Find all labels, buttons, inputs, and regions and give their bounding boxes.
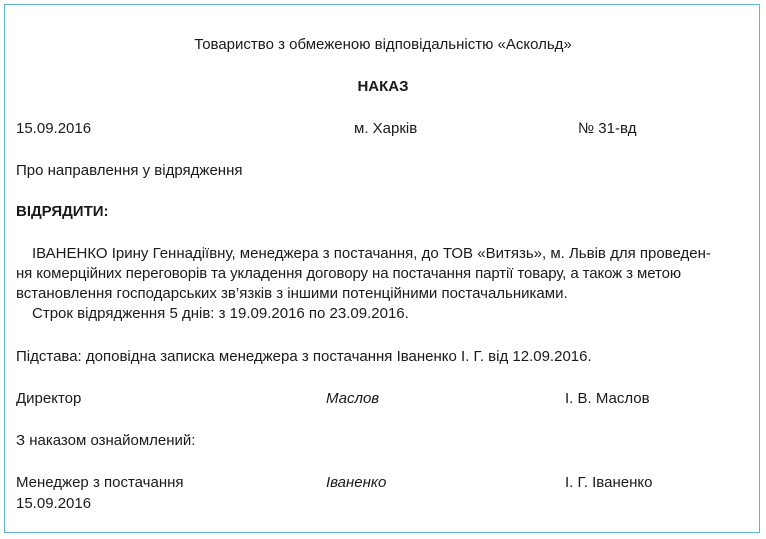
- order-basis: Підстава: доповідна записка менеджера з постачання Іваненко І. Г. від 12.09.2016.: [16, 348, 592, 365]
- employee-name: І. Г. Іваненко: [565, 474, 653, 491]
- body-line-3: встановлення господарських зв’язків з іншими потенційними постачальниками.: [16, 285, 568, 302]
- employee-sign-date: 15.09.2016: [16, 495, 92, 512]
- order-number: № 31-вд: [578, 120, 637, 137]
- body-line-2: ня комерційних переговорів та укладення договору на постачання партії товару, а також з метою: [16, 265, 681, 282]
- order-date: 15.09.2016: [16, 120, 92, 137]
- body-line-1: ІВАНЕНКО Ірину Геннадіївну, менеджера з постачання, до ТОВ «Витязь», м. Львів для проведен-: [32, 245, 711, 262]
- director-position: Директор: [16, 390, 82, 407]
- employee-position: Менеджер з постачання: [16, 474, 184, 491]
- director-name: І. В. Маслов: [565, 390, 650, 407]
- employee-signature: Іваненко: [326, 474, 387, 491]
- acknowledged-label: З наказом ознайомлений:: [16, 432, 196, 449]
- order-subject: Про направлення у відрядження: [16, 162, 243, 179]
- document-title: НАКАЗ: [357, 78, 409, 95]
- order-city: м. Харків: [354, 120, 418, 137]
- director-signature: Маслов: [326, 390, 380, 407]
- body-line-4: Строк відрядження 5 днів: з 19.09.2016 по 23.09.2016.: [32, 305, 409, 322]
- company-name: Товариство з обмеженою відповідальністю «Аскольд»: [194, 36, 572, 53]
- order-directive: ВІДРЯДИТИ:: [16, 203, 109, 220]
- order-body-paragraph: [16, 244, 754, 324]
